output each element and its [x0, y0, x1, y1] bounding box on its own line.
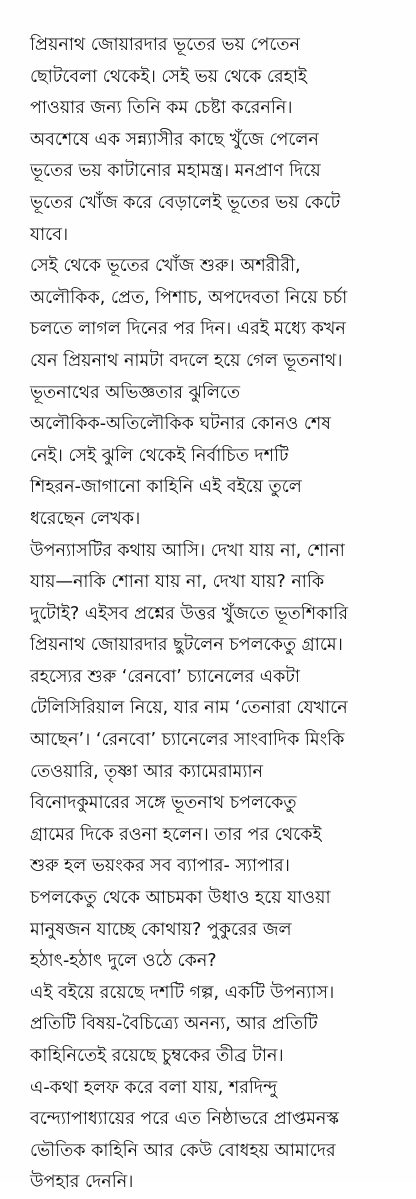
text-line: মানুষজন যাচ্ছে কোথায়? পুকুরের জল [30, 919, 292, 940]
text-line: হঠাৎ-হঠাৎ দুলে ওঠে কেন? [30, 951, 217, 972]
text-line: ভূতের খোঁজ করে বেড়ালেই ভূতের ভয় কেটে [30, 192, 341, 213]
text-line: ভৌতিক কাহিনি আর কেউ বোধহয় আমাদের [30, 1140, 336, 1161]
text-line: কাহিনিতেই রয়েছে চুম্বকের তীব্র টান। [30, 1046, 284, 1066]
text-line: বন্দ্যোপাধ্যায়ের পরে এত নিষ্ঠাভরে প্রাপ্তমনস্ক [30, 1109, 339, 1130]
text-line: যেন প্রিয়নাথ নামটা বদলে হয়ে গেল ভূতনাথ। [30, 350, 343, 371]
text-line: ধরেছেন লেখক। [30, 508, 141, 529]
text-line: সেই থেকে ভূতের খোঁজ শুরু। অশরীরী, [30, 256, 301, 277]
text-line: ছোটবেলা থেকেই। সেই ভয় থেকে রেহাই [30, 66, 308, 87]
text-line: প্রিয়নাথ জোয়ারদার ভূতের ভয় পেতেন [30, 35, 300, 55]
text-line: রহস্যের শুরু ‘রেনবো’ চ্যানেলের একটা [30, 666, 300, 687]
text-line: প্রতিটি বিষয়-বৈচিত্র্যে অনন্য, আর প্রতিটি [30, 1014, 318, 1035]
text-line: প্রিয়নাথ জোয়ারদার ছুটলেন চপলকেতু গ্রামে। [30, 635, 343, 656]
text-line: চলতে লাগল দিনের পর দিন। এরই মধ্যে কখন [30, 319, 346, 340]
text-line: দুটোই? এইসব প্রশ্নের উত্তর খুঁজতে ভূতশিকারি [30, 603, 349, 624]
text-line: গ্রামের দিকে রওনা হলেন। তার পর থেকেই [30, 824, 322, 845]
text-line: এই বইয়ে রয়েছে দশটি গল্প, একটি উপন্যাস। [30, 982, 335, 1003]
text-line: টেলিসিরিয়াল নিয়ে, যার নাম ‘তেনারা যেখানে [30, 698, 348, 719]
text-line: যাবে। [30, 224, 69, 245]
text-line: অবশেষে এক সন্ন্যাসীর কাছে খুঁজে পেলেন [30, 129, 319, 150]
text-line: ভূতের ভয় কাটানোর মহামন্ত্র। মনপ্রাণ দিয়ে [30, 161, 321, 182]
text-line: শিহরন-জাগানো কাহিনি এই বইয়ে তুলে [30, 477, 302, 498]
book-description [30, 30, 406, 1199]
text-line: বিনোদকুমারের সঙ্গে ভূতনাথ চপলকেতু [30, 793, 297, 814]
text-line: এ-কথা হলফ করে বলা যায়, শরদিন্দু [30, 1077, 278, 1098]
text-line: শুরু হল ভয়ংকর সব ব্যাপার- স্যাপার। [30, 856, 290, 877]
text-line: চপলকেতু থেকে আচমকা উধাও হয়ে যাওয়া [30, 888, 331, 909]
text-line: তেওয়ারি, তৃষ্ণা আর ক্যামেরাম্যান [30, 761, 263, 782]
text-line: যায়—নাকি শোনা যায় না, দেখা যায়? নাকি [30, 572, 325, 593]
text-line: অলৌকিক-অতিলৌকিক ঘটনার কোনও শেষ [30, 414, 331, 435]
text-line: উপহার দেননি। [30, 1172, 134, 1193]
text-line: অলৌকিক, প্রেত, পিশাচ, অপদেবতা নিয়ে চর্চা [30, 287, 348, 308]
text-line: আছেন’। ‘রেনবো’ চ্যানেলের সাংবাদিক মিংকি [30, 730, 345, 751]
text-line: পাওয়ার জন্য তিনি কম চেষ্টা করেননি। [30, 98, 293, 119]
text-line: ভূতনাথের অভিজ্ঞতার ঝুলিতে [30, 382, 241, 403]
text-line: নেই। সেই ঝুলি থেকেই নির্বাচিত দশটি [30, 445, 289, 466]
text-line: উপন্যাসটির কথায় আসি। দেখা যায় না, শোনা [30, 540, 345, 561]
